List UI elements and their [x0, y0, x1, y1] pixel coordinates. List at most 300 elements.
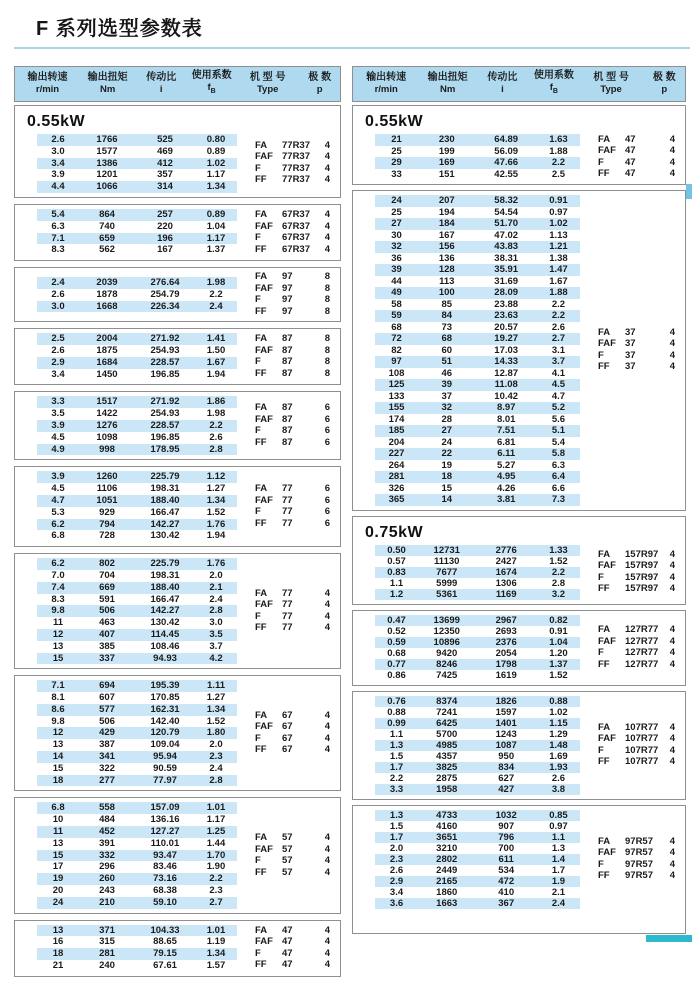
- model-prefix: FAF: [255, 599, 273, 611]
- model-type: [255, 711, 330, 722]
- output-torque-value: 85: [441, 298, 453, 310]
- data-row: [375, 494, 580, 506]
- model-size: 77: [282, 610, 293, 622]
- data-row: [375, 659, 580, 670]
- model-prefix: FF: [255, 174, 267, 186]
- data-row: [375, 134, 580, 146]
- ratio-value: 14.33: [494, 356, 519, 367]
- model-size: 57: [282, 832, 293, 844]
- output-torque-value: 387: [99, 739, 115, 751]
- data-row: [375, 865, 580, 876]
- service-factor-value: 2.7: [209, 896, 223, 908]
- ratio-value: 472: [498, 875, 515, 887]
- output-speed-value: 13: [52, 837, 64, 849]
- ratio-value: 88.65: [153, 936, 177, 948]
- model-prefix: FF: [255, 436, 267, 448]
- model-prefix: F: [598, 156, 604, 168]
- model-prefix: F: [598, 349, 604, 361]
- service-factor-value: 7.3: [551, 494, 566, 505]
- pole-count: 4: [669, 847, 675, 858]
- pole-count: 4: [669, 326, 675, 338]
- data-row: [37, 605, 237, 617]
- model-type: [255, 152, 330, 163]
- output-speed-value: 365: [388, 494, 405, 505]
- header-unit: Nm: [439, 84, 456, 95]
- model-type-list: [237, 210, 340, 255]
- output-speed-value: 2.6: [51, 288, 65, 300]
- pole-count: 4: [669, 361, 675, 373]
- model-prefix: FF: [598, 870, 610, 881]
- output-speed-value: 2.2: [389, 772, 404, 784]
- model-size: 77R37: [282, 162, 310, 174]
- model-type: [255, 868, 330, 879]
- output-speed-value: 0.57: [387, 555, 406, 567]
- output-speed-value: 7.4: [51, 581, 65, 593]
- output-speed-value: 125: [388, 379, 405, 390]
- ratio-value: 120.79: [150, 727, 180, 739]
- pole-count: 6: [324, 517, 330, 529]
- page-edge-tab: [686, 184, 692, 199]
- output-speed-value: 11: [52, 826, 64, 838]
- output-speed-value: 33: [391, 168, 402, 180]
- ratio-value: 47.66: [494, 157, 519, 168]
- output-torque-value: 341: [99, 751, 115, 763]
- pole-count: 8: [324, 333, 330, 345]
- service-factor-value: 1.67: [206, 356, 226, 368]
- service-factor-value: 3.8: [551, 783, 566, 795]
- output-torque-value: 8246: [436, 658, 458, 670]
- model-prefix: F: [255, 947, 261, 959]
- data-row: [375, 195, 580, 207]
- pole-count: 4: [669, 756, 675, 767]
- pole-count: 4: [669, 721, 675, 733]
- output-speed-value: 2.5: [51, 333, 65, 345]
- model-prefix: F: [598, 571, 604, 583]
- model-type-list: [580, 625, 685, 670]
- model-type: [598, 637, 675, 648]
- parameter-block: [14, 105, 341, 198]
- data-row: [37, 641, 237, 653]
- model-type: [598, 746, 675, 757]
- service-factor-value: 1.21: [549, 241, 568, 252]
- data-row: [37, 716, 237, 728]
- parameter-block: [352, 805, 686, 934]
- ratio-value: 525: [157, 134, 173, 145]
- data-row: [375, 578, 580, 589]
- pole-count: 4: [669, 635, 675, 647]
- output-speed-value: 5.3: [51, 506, 65, 518]
- data-row: [37, 233, 237, 245]
- service-factor-value: 3.2: [551, 588, 566, 600]
- pole-count: 4: [669, 560, 675, 571]
- ratio-value: 94.93: [153, 652, 177, 664]
- ratio-value: 1032: [495, 809, 517, 821]
- model-size: 157R97: [625, 548, 659, 560]
- model-type-list: [237, 833, 340, 878]
- model-type-list: [237, 272, 340, 317]
- output-torque-value: 5700: [436, 728, 458, 740]
- model-prefix: FA: [598, 721, 611, 733]
- service-factor-value: 1.70: [206, 849, 226, 861]
- data-row: [375, 169, 580, 181]
- model-size: 77: [282, 506, 293, 518]
- output-speed-value: 0.86: [387, 669, 406, 681]
- parameter-block: [352, 516, 686, 605]
- model-size: 67: [282, 721, 293, 733]
- pole-count: 4: [669, 548, 675, 560]
- output-speed-value: 8.6: [51, 703, 65, 715]
- pole-count: 4: [669, 733, 675, 744]
- ratio-value: 7.51: [496, 425, 516, 436]
- service-factor-value: 1.94: [206, 530, 226, 542]
- value-rows: [37, 333, 237, 380]
- block-body: [15, 396, 340, 455]
- model-type: [255, 612, 330, 623]
- output-speed-value: 2.9: [51, 356, 65, 368]
- service-factor-value: 3.0: [209, 617, 223, 629]
- service-factor-value: 0.97: [549, 820, 568, 832]
- ratio-value: 2776: [495, 544, 517, 556]
- data-row: [37, 850, 237, 862]
- model-size: 47: [625, 168, 636, 179]
- data-row: [375, 299, 580, 311]
- model-type: [255, 960, 330, 971]
- output-speed-value: 0.83: [387, 566, 406, 578]
- data-row: [375, 810, 580, 821]
- pole-count: 8: [324, 356, 330, 368]
- ratio-value: 167: [157, 244, 173, 256]
- ratio-value: 58.32: [494, 195, 519, 206]
- column-header-type: [236, 72, 299, 96]
- model-prefix: FF: [598, 361, 610, 373]
- title-underline: [14, 47, 690, 49]
- service-factor-value: 1.37: [549, 658, 568, 670]
- ratio-value: 130.42: [150, 530, 180, 542]
- output-torque-value: 1517: [96, 396, 118, 408]
- model-size: 57: [282, 843, 293, 855]
- ratio-value: 64.89: [494, 134, 519, 145]
- model-size: 77R37: [282, 139, 310, 151]
- model-size: 77: [282, 494, 293, 506]
- data-row: [375, 626, 580, 637]
- model-type-list: [580, 723, 685, 768]
- model-prefix: FF: [598, 756, 610, 767]
- block-body: [15, 471, 340, 542]
- ratio-value: 68.38: [153, 885, 177, 897]
- data-row: [37, 244, 237, 256]
- model-type: [598, 158, 675, 169]
- output-torque-value: 12350: [433, 625, 460, 637]
- pole-count: 6: [324, 494, 330, 506]
- model-type: [598, 625, 675, 636]
- ratio-value: 367: [498, 897, 515, 909]
- service-factor-value: 1.34: [206, 703, 226, 715]
- data-row: [37, 775, 237, 787]
- output-torque-value: 2039: [96, 276, 118, 288]
- model-size: 67R37: [282, 220, 310, 232]
- data-row: [375, 379, 580, 391]
- output-torque-value: 929: [99, 506, 115, 518]
- model-prefix: FA: [598, 548, 611, 560]
- ratio-value: 1798: [495, 658, 517, 670]
- model-size: 157R97: [625, 571, 659, 583]
- block-body: [15, 272, 340, 317]
- output-torque-value: 315: [99, 936, 115, 948]
- service-factor-value: 1.11: [207, 680, 225, 692]
- model-type-list: [237, 589, 340, 634]
- output-speed-value: 19: [52, 873, 64, 885]
- output-speed-value: 0.68: [387, 647, 406, 659]
- model-type: [598, 734, 675, 745]
- model-size: 107R77: [625, 756, 659, 767]
- output-speed-value: 133: [388, 390, 405, 402]
- model-type: [255, 284, 330, 295]
- ratio-value: 42.55: [494, 168, 519, 180]
- output-torque-value: 728: [99, 530, 115, 542]
- data-row: [37, 369, 237, 381]
- model-type: [255, 589, 330, 600]
- value-rows: [375, 545, 580, 600]
- service-factor-value: 0.85: [549, 809, 568, 821]
- column-header-type: [579, 72, 644, 96]
- ratio-value: 1826: [495, 695, 517, 707]
- header-unit: i: [501, 84, 504, 95]
- output-speed-value: 3.3: [389, 783, 404, 795]
- model-type: [255, 484, 330, 495]
- data-row: [37, 617, 237, 629]
- data-row: [37, 530, 237, 542]
- value-rows: [37, 396, 237, 455]
- output-torque-value: 27: [441, 425, 453, 436]
- header-label: 输出扭矩: [87, 72, 128, 83]
- service-factor-value: 2.8: [209, 605, 223, 617]
- pole-count: 4: [669, 168, 675, 179]
- ratio-value: 73.16: [153, 873, 177, 885]
- pole-count: 4: [324, 866, 330, 878]
- ratio-value: 188.40: [150, 494, 180, 506]
- output-speed-value: 3.9: [51, 169, 65, 181]
- output-speed-value: 16: [52, 936, 64, 948]
- output-speed-value: 185: [388, 425, 405, 436]
- data-row: [37, 181, 237, 193]
- header-unit-symbol: f: [549, 82, 553, 94]
- service-factor-value: 1.15: [549, 717, 568, 729]
- model-prefix: FAF: [598, 338, 616, 350]
- ratio-value: 166.47: [150, 506, 180, 518]
- service-factor-value: 2.6: [209, 431, 223, 443]
- output-speed-value: 1.3: [389, 739, 404, 751]
- output-speed-value: 24: [52, 896, 64, 908]
- model-prefix: FAF: [255, 413, 273, 425]
- data-row: [37, 558, 237, 570]
- header-label: 使用系数: [191, 70, 232, 82]
- model-type: [255, 369, 330, 380]
- model-prefix: FF: [598, 658, 610, 670]
- data-row: [37, 408, 237, 420]
- header-label: 机 型 号: [249, 72, 286, 83]
- service-factor-value: 1.88: [549, 287, 568, 298]
- output-torque-value: 46: [441, 367, 453, 379]
- output-speed-value: 2.4: [51, 276, 65, 288]
- output-speed-value: 97: [391, 356, 402, 367]
- model-type: [255, 164, 330, 175]
- ratio-value: 54.54: [494, 206, 519, 218]
- parameter-block: [352, 691, 686, 800]
- output-speed-value: 0.77: [387, 658, 406, 670]
- service-factor-value: 1.13: [549, 229, 568, 241]
- ratio-value: 23.88: [494, 298, 519, 310]
- model-type: [598, 871, 675, 882]
- output-torque-value: 1684: [96, 356, 118, 368]
- output-torque-value: 371: [99, 924, 115, 936]
- service-factor-value: 1.17: [206, 814, 226, 826]
- output-speed-value: 2.6: [51, 134, 65, 145]
- model-type: [598, 723, 675, 734]
- ratio-value: 1306: [495, 577, 517, 589]
- model-size: 87: [282, 344, 293, 356]
- service-factor-value: 0.91: [549, 195, 568, 206]
- service-factor-value: 1.19: [206, 936, 226, 948]
- model-type: [255, 937, 330, 948]
- ratio-value: 17.03: [494, 344, 519, 356]
- pole-count: 4: [324, 744, 330, 756]
- output-torque-value: 14: [441, 494, 453, 505]
- output-speed-value: 17: [52, 861, 64, 873]
- output-torque-value: 9420: [436, 647, 458, 659]
- block-body: [15, 802, 340, 908]
- model-size: 97R57: [625, 870, 653, 881]
- pole-count: 4: [669, 156, 675, 168]
- service-factor-value: 2.4: [551, 897, 566, 909]
- output-speed-value: 3.5: [51, 408, 65, 420]
- ratio-value: 4.95: [496, 471, 516, 482]
- model-prefix: FAF: [255, 344, 273, 356]
- data-row: [37, 432, 237, 444]
- output-speed-value: 7.0: [51, 569, 65, 581]
- output-torque-value: 230: [438, 134, 455, 145]
- ratio-value: 77.97: [153, 774, 177, 786]
- data-row: [37, 289, 237, 301]
- pole-count: 4: [324, 139, 330, 151]
- output-torque-value: 332: [99, 849, 115, 861]
- model-prefix: FF: [255, 305, 267, 317]
- model-type: [598, 146, 675, 157]
- service-factor-value: 1.76: [206, 558, 226, 570]
- model-prefix: FA: [255, 832, 268, 844]
- output-torque-value: 1878: [96, 288, 118, 300]
- output-torque-value: 452: [99, 826, 115, 838]
- service-factor-value: 1.52: [206, 715, 226, 727]
- service-factor-value: 2.3: [209, 751, 223, 763]
- output-torque-value: 407: [99, 628, 115, 640]
- output-torque-value: 296: [99, 861, 115, 873]
- model-prefix: FAF: [255, 721, 273, 733]
- block-body: [15, 333, 340, 380]
- output-speed-value: 204: [388, 436, 405, 448]
- column-header-ratio: [135, 72, 187, 96]
- parameter-block: [14, 204, 341, 261]
- output-torque-value: 3651: [436, 831, 458, 843]
- data-row: [375, 876, 580, 887]
- header-unit: Nm: [99, 84, 116, 95]
- pole-count: 4: [324, 174, 330, 186]
- parameter-block: [14, 675, 341, 791]
- model-prefix: FAF: [598, 847, 616, 858]
- ratio-value: 1243: [495, 728, 517, 740]
- service-factor-value: 1.50: [206, 344, 226, 356]
- header-label: 机 型 号: [593, 72, 629, 83]
- output-torque-value: 7241: [436, 706, 458, 718]
- model-size: 37: [625, 361, 636, 373]
- output-speed-value: 21: [52, 960, 64, 972]
- model-prefix: FA: [255, 587, 268, 599]
- output-torque-value: 1450: [96, 368, 118, 380]
- data-row: [37, 692, 237, 704]
- output-speed-value: 29: [391, 157, 402, 168]
- model-prefix: F: [598, 647, 604, 658]
- pole-count: 4: [669, 571, 675, 583]
- ratio-value: 5.27: [496, 459, 516, 471]
- model-type: [255, 346, 330, 357]
- ratio-value: 1674: [495, 566, 517, 578]
- data-row: [37, 739, 237, 751]
- header-unit: [187, 82, 236, 98]
- service-factor-value: 2.2: [551, 298, 566, 310]
- ratio-value: 276.64: [150, 276, 180, 288]
- value-rows: [375, 615, 580, 681]
- model-prefix: FF: [255, 367, 267, 379]
- model-prefix: F: [255, 610, 261, 622]
- pole-count: 4: [669, 145, 675, 156]
- model-size: 57: [282, 855, 293, 867]
- output-speed-value: 4.7: [51, 494, 65, 506]
- value-rows: [37, 471, 237, 542]
- ratio-value: 8.97: [496, 402, 516, 413]
- ratio-value: 907: [498, 820, 515, 832]
- column-header-service-factor: [187, 70, 236, 98]
- model-size: 107R77: [625, 721, 659, 733]
- model-prefix: FAF: [255, 843, 273, 855]
- output-torque-value: 3210: [436, 842, 458, 854]
- model-size: 77: [282, 483, 293, 495]
- header-label: 传动比: [146, 72, 177, 83]
- output-speed-value: 12: [52, 727, 64, 739]
- model-prefix: FAF: [255, 151, 273, 163]
- output-speed-value: 1.7: [389, 761, 404, 773]
- pole-count: 6: [324, 436, 330, 448]
- output-speed-value: 3.9: [51, 419, 65, 431]
- output-torque-value: 802: [99, 558, 115, 570]
- output-torque-value: 2875: [436, 772, 458, 784]
- parameter-block: [14, 797, 341, 913]
- data-row: [375, 832, 580, 843]
- model-type: [255, 222, 330, 233]
- data-row: [37, 814, 237, 826]
- service-factor-value: 6.4: [551, 471, 566, 482]
- ratio-value: 20.57: [494, 321, 519, 333]
- model-size: 67R37: [282, 232, 310, 244]
- output-torque-value: 1577: [96, 145, 118, 157]
- header-unit: r/min: [35, 84, 60, 95]
- output-torque-value: 463: [99, 617, 115, 629]
- pole-count: 4: [324, 622, 330, 634]
- output-torque-value: 1260: [96, 471, 118, 483]
- service-factor-value: 3.7: [551, 356, 566, 367]
- model-prefix: FF: [255, 959, 267, 971]
- output-torque-value: 2004: [96, 333, 118, 345]
- model-prefix: FA: [598, 133, 611, 145]
- service-factor-value: 4.1: [551, 367, 566, 379]
